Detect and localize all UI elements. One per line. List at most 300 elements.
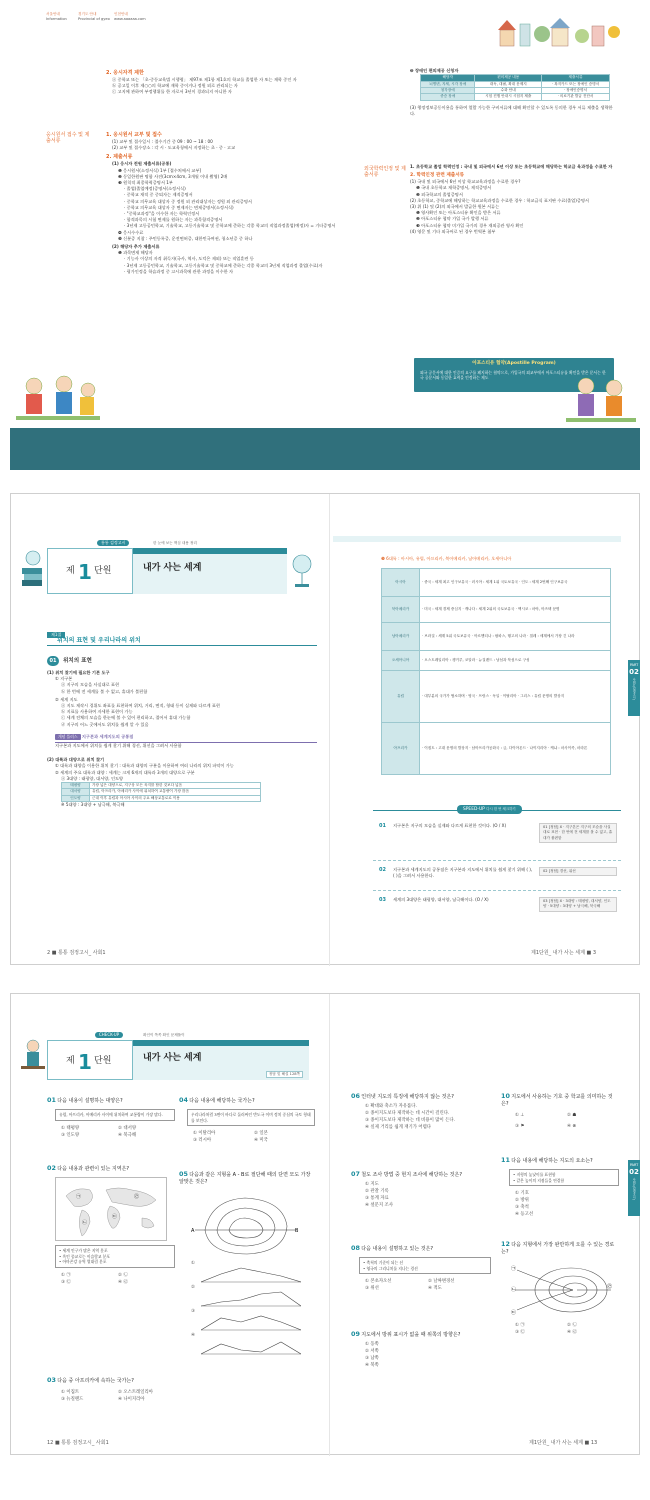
lesson-title: 위치의 표현 및 우리나라의 위치 (57, 637, 141, 644)
question-09 (351, 1330, 491, 1369)
right-top-band (333, 536, 621, 542)
checkup-badge: CHECK-UP (95, 1032, 123, 1038)
map-item: ⓑ 지표를 사용하여 자세한 표현이 가능 (61, 709, 133, 715)
docs-item: ❶ 과목면제 해당자 (118, 250, 153, 256)
option[interactable]: ③ 러시아 (193, 1138, 212, 1144)
option[interactable]: ④ 미국 (254, 1138, 268, 1144)
question-number: 12 (501, 1240, 510, 1248)
side-label-foreign: 외국학력인정 및 제출서류 (364, 166, 406, 178)
docs-sub2: (2) 해당자 추가 제출서류 (112, 244, 160, 250)
unit-suffix: 단원 (94, 1056, 112, 1066)
globe-icon (291, 544, 313, 594)
gutter (329, 494, 330, 966)
table-row (62, 795, 261, 801)
docs-item: · 3년제 고등공민학교, 기술학교, 고등기술학교 및 중학교에 준하는 각종 학교의 직업과정졸업(예정)자 = 기타증명서 (124, 223, 336, 229)
foreign-section (410, 164, 616, 235)
option[interactable]: ④ ㉣ (567, 1329, 577, 1335)
profile-graph (201, 1336, 301, 1356)
option[interactable]: ② 종이지도보다 제작하는 데 시간이 걸린다. (365, 1111, 450, 1117)
sec2-item: ⓑ 공고일 이후 제○○의 학교에 재학 중이거나 정원 외로 관리되는 자 (112, 83, 238, 89)
table-row (382, 651, 611, 671)
table-cell: 가장 넓은 대양으로, 지구상 모든 육지를 합한 것보다 넓음 (90, 783, 261, 789)
unit-title: 내가 사는 세계 (143, 1053, 202, 1063)
box-line: • 아마존강 유역 열대림 분포 (59, 1259, 107, 1265)
question-box (359, 1257, 491, 1274)
header-link-2[interactable]: 경기도 안내 (78, 12, 97, 16)
checkup-badge-sub: 확인이 쏙쏙 확인 문제풀이 (143, 1033, 185, 1037)
globe-item: ⓐ 지구의 모습을 사실대로 표현 (61, 682, 120, 688)
docs-item: · 중학교 재적 중 중퇴자는 제적증명서 (124, 192, 193, 198)
question-box (55, 1245, 175, 1268)
option[interactable]: ④ ㉣ (118, 1280, 128, 1286)
option-label: ④ (567, 1123, 571, 1129)
table-cell: 뇌병변, 지체, 시각 장애 (421, 81, 475, 87)
question-08 (351, 1244, 491, 1292)
question-number: 03 (47, 1376, 56, 1384)
table-row (382, 597, 611, 623)
side-label-application: 응시원서 접수 및 제출서류 (46, 132, 90, 144)
question-text: 지구본과 세계지도의 공통점은 지구본과 지도에서 위치를 쉽게 찾기 위해 ( ), ( )을 그려서 사용한다. (393, 867, 533, 879)
unit-number-box (47, 1040, 133, 1080)
table-cell: 대독, 대필, 확대 문제지 (475, 81, 542, 87)
r1-title: 1. 초등학교 졸업 학력인정 : 국내 및 외국에서 6년 이상 또는 초등학교에 해당하는 학교급 육과정을 수료한 자 (410, 164, 613, 169)
options (179, 1260, 315, 1356)
ocean-note: ※ 5대양 : 3대양 + 남극해, 북극해 (61, 802, 125, 808)
contour-figure (191, 1190, 301, 1260)
r2-item: ❶ 영사확인 또는 아포스티유 확인을 받은 서류 (416, 210, 501, 216)
concept-plus (47, 734, 317, 749)
map-symbol-icon: ⊥ (520, 1112, 525, 1118)
profile-graph (201, 1312, 301, 1332)
option[interactable]: ② 서쪽 (365, 1349, 379, 1355)
table-header: 해당자 (421, 75, 475, 81)
option[interactable]: ③ 인도양 (61, 1132, 80, 1138)
option-profile[interactable] (191, 1308, 315, 1332)
globe-item: ⓑ 한 번에 전 세계를 볼 수 없고, 휴대가 불편함 (61, 688, 148, 694)
option[interactable]: ③ 뉴질랜드 (61, 1397, 84, 1403)
concept-plus-title: 지구본과 세계지도의 공통점 (81, 733, 134, 739)
apostille-text: 외국 공문서에 대한 인증의 요구를 폐지하는 협약으로, 가입국의 외교부에서 아포스티유를 확인을 받은 문서는 한국 공문서와 동일한 효력을 인정하는 제도 (420, 369, 606, 381)
option[interactable]: ② (191, 1284, 195, 1290)
profile-graph (201, 1288, 301, 1308)
map-title: ② 세계 지도 (55, 696, 78, 702)
disability-title: ❷ 장애인 편의제공 신청자 (410, 68, 459, 73)
question-11 (501, 1156, 619, 1218)
option[interactable] (567, 1123, 619, 1130)
docs-list-1 (106, 168, 338, 242)
docs-item: · 기능사 이상의 자격 취득자(국사, 역사, 도덕은 제외) 또는 직업훈련 등 (124, 256, 254, 262)
svg-text:㉡: ㉡ (511, 1286, 517, 1293)
option[interactable]: ② 날짜변경선 (428, 1279, 455, 1285)
docs-item: · 중학교 의무교육 대상자 중 면제자는 면제증명서(소정서식) (124, 204, 234, 210)
svg-text:㉢: ㉢ (112, 1214, 118, 1221)
sec2-title: 2. 응시자격 제한 (106, 70, 144, 76)
docs-item: · 중학교 의무교육 대상자 중 정원 외 관리대상자는 정원 외 관리증명서 (124, 198, 252, 204)
answer-reference: 정답 및 해설 128쪽 (266, 1071, 303, 1078)
continents-table (381, 568, 611, 775)
table-cell: 북아메리카 (382, 597, 420, 623)
option[interactable]: ② ㉡ (567, 1322, 577, 1328)
table-row (382, 623, 611, 651)
map-item: ⓓ 지구의 어느 곳에서도 위치를 쉽게 알 수 있음 (61, 721, 149, 727)
spread-exam-guide (10, 6, 640, 470)
lesson-header (47, 632, 317, 646)
children-illustration (16, 366, 100, 426)
question-07 (351, 1170, 491, 1209)
map-symbol-icon: ☗ (572, 1112, 577, 1118)
option[interactable]: ② 방위 (515, 1198, 529, 1204)
r2-item: ❷ 외국학교의 졸업증명서 (416, 191, 463, 197)
continent-item: ② 세계의 주요 대륙과 대양 : 세계는 크게 6개의 대륙과 3개의 대양으로 구분 (55, 769, 195, 775)
unit-title-box (133, 1040, 309, 1080)
table-cell: 아시아 (382, 569, 420, 597)
table-cell: 인도양 (62, 795, 90, 801)
question-05 (179, 1170, 315, 1356)
question-number: 03 (379, 897, 386, 903)
svg-text:㉣: ㉣ (607, 1283, 613, 1290)
option[interactable]: ① ㉠ (515, 1322, 525, 1328)
docs-list-2 (106, 250, 338, 275)
option[interactable]: ③ 축척 (515, 1205, 529, 1211)
question-box: 유럽, 아프리카, 아메리카 사이에 위치하여 교통량이 가장 많다. (55, 1109, 175, 1121)
unit-suffix: 단원 (94, 566, 112, 576)
option[interactable]: ③ 위선 (365, 1286, 379, 1292)
option[interactable]: ④ 등고선 (515, 1212, 534, 1218)
docs-item: ❺ 신분증 지참 : 주민등록증, 운전면허증, 대한민국여권, 청소년증 중 하나 (118, 235, 253, 241)
r2-item: ❷ 아포스티유 협약 가입 국가 발행 서류 (416, 216, 489, 222)
docs-item: · 3년제 고등공민학교, 기술학교, 고등기술학교 및 중학교에 준하는 각종 학교의 3년제 직업과정 졸업(수료)자 (124, 262, 323, 268)
option[interactable]: ③ 남쪽 (365, 1356, 379, 1362)
right-page-number: 제1단원_ 내가 사는 세계 ■ 13 (529, 1440, 598, 1446)
concept-body (47, 656, 317, 808)
r2-item: (3) 위 (1) 및 (2)의 외국에서 발급한 원본 서류는 (410, 204, 500, 210)
docs-sub1: (1) 응시자 전원 제출서류(공통) (112, 161, 172, 167)
question-06 (351, 1092, 491, 1131)
option[interactable]: ① 확대와 축소가 자유롭다. (365, 1104, 417, 1110)
unit-number-box (47, 548, 133, 594)
globe-title: ① 지구본 (55, 676, 73, 682)
contour-route-figure (511, 1260, 615, 1320)
question-number: 05 (179, 1170, 188, 1178)
docs-item: · 졸업(졸업예정)증명서(소정서식) (124, 186, 186, 192)
table-row (382, 569, 611, 597)
option[interactable]: ① (191, 1260, 195, 1266)
r2-item: (4) 영문 및 기타 외국어로 된 경우 번역본 첨부 (410, 228, 496, 234)
question-number: 10 (501, 1092, 510, 1100)
table-header: 편의제공 내용 (475, 75, 542, 81)
question-number: 04 (179, 1096, 188, 1104)
docs-item: ❷ 동일한원판 명함 사진(3cm×4cm, 3개월 이내 촬영) 2매 (118, 173, 228, 179)
svg-text:㉣: ㉣ (134, 1194, 140, 1201)
table-cell: 아프리카 (382, 723, 420, 775)
part-tab[interactable] (628, 660, 640, 716)
option[interactable]: ② 오스트레일리아 (118, 1390, 154, 1396)
concept-plus-note: 지구본과 지도에서 위치를 쉽게 찾기 위해 경선, 위선을 그려서 사용함 (55, 742, 317, 749)
docs-item: · "중학교과정"을 이수한 자는 학력인정서 (124, 211, 200, 217)
exam-guide-sheet (10, 6, 640, 428)
flag-symbol-icon: ⚑ (520, 1123, 525, 1129)
option[interactable] (515, 1112, 567, 1119)
item3-text: (3) 행정정보공동이용을 통하여 열람 가능한 구비서류에 대해 확인할 수 있도록 동의한 경우 서류 제출을 생략한다. (410, 104, 613, 117)
box-line: • 같은 높이의 지점들을 연결함 (513, 1177, 565, 1183)
option[interactable]: ③ ㉢ (61, 1280, 71, 1286)
docs-item: · 합격과목의 시험 면제를 원하는 자는 과목합격증명서 (124, 217, 223, 223)
left-page-number: 12 ■ 통통 검정고시_ 사회1 (47, 1440, 109, 1446)
table-row (421, 88, 610, 94)
unit-number: 1 (78, 560, 92, 584)
table-row (421, 81, 610, 87)
r2-item: (2) 초등학교, 중학교에 해당하는 학교교육과정을 수료한 경우 : 학교급식 표지판 수료(졸업)증명서 (410, 197, 589, 203)
question-number: 02 (47, 1164, 56, 1172)
table-cell: 시험 진행 안내시 시험지 제출 (475, 94, 542, 100)
option-label: ② (567, 1112, 571, 1118)
table-cell: · 의료기관 발급 진단서 (542, 94, 610, 100)
options (351, 1103, 491, 1131)
question-text: 지구본은 지구의 모습을 실제와 다르게 표현한 것이다. (O / X) (393, 823, 507, 828)
question-04 (179, 1096, 315, 1144)
option-profile[interactable] (191, 1284, 315, 1308)
question-01 (47, 1096, 175, 1139)
option[interactable]: ② 관찰 기록 (365, 1189, 389, 1195)
table-header: 제출서류 (542, 75, 610, 81)
option-profile[interactable] (191, 1260, 315, 1284)
table-cell: · 대부분의 국가가 협소하며 · 영국 · 프랑스 · 독일 · 이탈리아 · 그리스 : 유럽 문명의 발상지 (420, 671, 611, 723)
table-cell: 오세아니아 (382, 651, 420, 671)
header-link-1[interactable]: 서울안내 (46, 12, 60, 16)
options (351, 1341, 491, 1369)
box-line: • 영국의 그리니치를 지나는 경선 (363, 1265, 418, 1271)
question-text: 다음 내용에 해당하는 지도의 요소는? (511, 1158, 593, 1164)
table-row (382, 671, 611, 723)
option[interactable] (567, 1112, 619, 1119)
table-cell: · 오스트레일리아 : 캥거루, 코알라 · 뉴질랜드 : 남섬과 북섬으로 구성 (420, 651, 611, 671)
option[interactable] (515, 1123, 567, 1130)
question-text: 철도 조사 방법 중 현지 조사에 해당하는 것은? (361, 1172, 462, 1178)
option-label: ① (515, 1112, 519, 1118)
svg-text:㉠: ㉠ (511, 1265, 517, 1272)
map-item: ⓐ 지도 제작시 경위도 좌표를 표현하여 위치, 거리, 면적, 형태 등이 실제와 다르게 표현 (61, 703, 220, 709)
unit-number: 1 (78, 1050, 92, 1074)
option[interactable]: ③ (191, 1308, 195, 1314)
sub-heading-2: (2) 대륙과 대양으로 위치 찾기 (47, 757, 105, 763)
continents-head (381, 556, 621, 562)
option[interactable]: ② 일본 (254, 1131, 268, 1137)
disability-section (410, 68, 616, 117)
question-03 (47, 1376, 175, 1403)
option[interactable]: ① 지도 (365, 1182, 379, 1188)
svg-text:B: B (295, 1227, 299, 1234)
speed-up-title: SPEED-UP (463, 807, 485, 812)
question-02 (47, 1164, 175, 1286)
answer-box: 03 [정답] X · 3대양 : 태평양, 대서양, 인도양 · 5대양 : 3대양 + 남극해, 북극해 (539, 897, 617, 912)
question-number: 02 (379, 867, 386, 873)
speed-question (373, 865, 621, 891)
option[interactable]: ③ 종이지도보다 제작하는 데 비용이 많이 든다. (365, 1118, 456, 1124)
option[interactable]: ④ (191, 1332, 195, 1338)
unit-title-box (133, 548, 287, 594)
option[interactable]: ④ 실제 거리를 쉽게 재기가 어렵다 (365, 1125, 432, 1131)
question-text: 다음 중 아프리카에 속하는 국가는? (57, 1378, 134, 1384)
part-tab-number: 02 (629, 1167, 639, 1176)
answer-box: 01 [정답] X · 지구본은 지구의 모습을 사실대로 표현 · 한 번에 전 세계를 볼 수 없고, 휴대가 불편함 (539, 823, 617, 843)
speed-question (373, 895, 621, 927)
svg-text:㉡: ㉡ (82, 1220, 88, 1227)
question-text: 다음과 같은 지형을 A - B로 절단해 때의 단면 모도 가장 알맞은 것은? (179, 1172, 311, 1186)
part-tab-label: PART (629, 1163, 639, 1167)
gutter (329, 994, 330, 1456)
table-cell: 중증 장애 (421, 94, 475, 100)
option[interactable]: ① 이집트 (61, 1390, 80, 1396)
apostille-title: 아포스티유 협약(Apostille Program) (472, 361, 556, 366)
header-sub-3: www.aaaaaa.com (114, 17, 146, 21)
docs-item: ❶ 응시원서(소정서식) 1부 [접수처에서 교부] (118, 167, 202, 173)
option[interactable]: ④ 설문지 조사 (365, 1203, 393, 1209)
table-cell: · 중국 : 세계 최고 인구보유국 · 러시아 : 세계 1위 국토보유국 · 인도 : 세계 2번째 인구보유국 (420, 569, 611, 597)
options (47, 1272, 175, 1286)
option-label: ③ (515, 1123, 519, 1129)
question-text: 지도에서 사용하는 기호 중 학교를 의미하는 것은? (501, 1094, 613, 1108)
answer-box: 02 [정답] 경선, 위선 (539, 867, 617, 876)
options (47, 1389, 175, 1403)
question-number: 09 (351, 1330, 360, 1338)
map-symbol-icon: ⊗ (572, 1123, 577, 1129)
box-line: • 흑인 종교로는 이슬람교 분포 (59, 1253, 111, 1259)
map-item: ⓒ 세계 전체의 모습을 한눈에 볼 수 있어 편리하고, 접어서 휴대 가능함 (61, 715, 191, 721)
right-page-number: 제1단원_ 내가 사는 세계 ■ 3 (531, 950, 597, 956)
option[interactable]: ④ 적도 (428, 1286, 442, 1292)
r2-title: 2. 학력인정 관련 제출서류 (410, 173, 465, 179)
table-cell: 청각장애 (421, 88, 475, 94)
r2-item: ❶ 국내 초등학교 재학증명서, 제적증명서 (416, 185, 492, 191)
unit-title: 내가 사는 세계 (143, 563, 202, 573)
table-cell: 태평양 (62, 783, 90, 789)
header-sub-2: Provincial of gyeo (78, 17, 110, 21)
sub-heading-1: (1) 위치 찾기에 필요한 기본 도구 (47, 670, 110, 675)
table-cell: · 미국 : 세계 경제 중심지 · 캐나다 : 세계 2위의 국토보유국 · 멕시코 : 마야, 아즈텍 문명 (420, 597, 611, 623)
docs-title: 2. 제출서류 (106, 154, 133, 161)
question-box (509, 1169, 619, 1186)
question-number: 01 (47, 1096, 56, 1104)
part-tab-number: 02 (629, 667, 639, 676)
question-number: 06 (351, 1092, 360, 1100)
question-text: 인터넷 지도의 특징에 해당하지 않는 것은? (361, 1094, 454, 1100)
continent-item: ⓐ 3대양 : 태평양, 대서양, 인도양 (61, 775, 124, 781)
question-text: 다음 내용이 설명하고 있는 것은? (361, 1246, 434, 1252)
question-text: 세계의 3대양은 태평양, 대서양, 남극해이다. (O / X) (393, 897, 489, 902)
table-cell: · 장애인증명서 (542, 88, 610, 94)
option[interactable]: ② 대서양 (118, 1125, 137, 1131)
options (501, 1190, 619, 1218)
option[interactable]: ③ 통계 자료 (365, 1196, 389, 1202)
box-line: • 지형의 높낮이를 표현함 (513, 1172, 556, 1178)
continent-item: ① 대륙과 대양을 이용한 위치 찾기 : 대륙과 대양의 구분을 이용하여 여러 나라의 위치 파악이 가능 (55, 763, 234, 769)
svg-text:㉠: ㉠ (76, 1194, 82, 1201)
option[interactable]: ④ 북극해 (118, 1132, 137, 1138)
option[interactable]: ② ㉡ (118, 1273, 128, 1279)
options (47, 1125, 175, 1139)
disability-table (420, 74, 610, 101)
table-cell: · 이집트 : 고대 문명의 발상지 · 남아프리카공화국 : 금, 다이아몬드 · 나이지리아 · 케냐 : 마사이족, 마라톤 (420, 723, 611, 775)
continents-head-text: ❺ 6대륙 : 아시아, 유럽, 아프리카, 북아메리카, 남아메리카, 오세아니아 (381, 556, 512, 561)
options (501, 1322, 619, 1336)
part-tab[interactable] (628, 1160, 640, 1216)
option[interactable]: ① 이탈리아 (193, 1131, 216, 1137)
table-cell: 수화 안내 (475, 88, 542, 94)
course-badge-sub: 한 눈에 보는 핵심 내용 정리 (153, 541, 197, 545)
option-profile[interactable] (191, 1332, 315, 1356)
course-badge: 통통 검정고시 (97, 540, 129, 546)
students-illustration (566, 368, 636, 426)
ocean-table (61, 782, 261, 802)
table-row (382, 723, 611, 775)
option[interactable]: ① 태평양 (61, 1125, 80, 1131)
header-sub-1: Information (46, 17, 67, 21)
question-12 (501, 1240, 619, 1336)
left-page-number: 2 ■ 통통 검정고시_ 사회1 (47, 950, 106, 956)
question-text: 다음 지형에서 가장 완만하게 오를 수 있는 경로는? (501, 1242, 615, 1256)
sec2-item: ⓒ 고지에 관하여 부정행위를 한 자로서 3년이 경과되지 아니한 자 (112, 89, 232, 95)
qualification-section (106, 70, 338, 96)
question-text: 다음 내용과 관련이 있는 지역은? (57, 1166, 130, 1172)
part-tab-text: 사회1(검정고시) (632, 1177, 637, 1201)
r2-item: (1) 국내 및 외국에서 6년 이상 학교교육과정을 수료한 경우? (410, 179, 521, 185)
unit-prefix: 제 (66, 566, 75, 576)
speed-question (373, 821, 621, 861)
box-line: • 세계 인구가 많은 지역 분포 (59, 1248, 108, 1254)
option[interactable]: ① 동쪽 (365, 1342, 379, 1348)
application-section (106, 132, 338, 275)
options (179, 1130, 315, 1144)
docs-item: ❸ 원칙적 최종학력증명서 1부 (118, 180, 173, 186)
option[interactable]: ① 기호 (515, 1191, 529, 1197)
lesson-tag: 제1절 (47, 632, 65, 638)
header-link-3[interactable]: 인천안내 (114, 12, 128, 16)
table-cell: 대서양 (62, 789, 90, 795)
question-number: 07 (351, 1170, 360, 1178)
question-text: 다음 내용이 설명하는 대양은? (57, 1098, 123, 1104)
books-icon (19, 538, 45, 598)
docs-item: · 평가인정을 학습과정 중 고시과목에 관한 과정을 이수한 자 (124, 268, 234, 274)
option[interactable]: ③ ㉢ (515, 1329, 525, 1335)
question-box: 우리나라처럼 3면이 바다로 둘러싸인 반도국 이며 정치 중심의 국토 형태를 보인다. (187, 1109, 315, 1126)
table-cell: · 브라질 : 세계 5위 국토보유국 · 아르헨티나 : 팜파스, 탱고의 나라 · 칠레 : 세계에서 가장 긴 나라 (420, 623, 611, 651)
spread-concept-summary (10, 493, 640, 965)
part-tab-text: 사회1(검정고시) (632, 677, 637, 701)
student-desk-icon (19, 1034, 47, 1084)
spread-check-up (10, 993, 640, 1455)
options (351, 1181, 491, 1209)
table-cell: 유럽, 아프리카, 아메리카 사이에 위치하여 교통량이 가장 많음 (90, 789, 261, 795)
sec1-title: 1. 응시원서 교부 및 접수 (106, 132, 162, 138)
sec2-item: ⓐ 중학교 또는 「초·중등교육법 시행령」 제97조 제1항 제1호의 학교를 졸업한 자 또는 재학 중인 자 (112, 77, 297, 82)
table-cell: 유럽 (382, 671, 420, 723)
question-number: 08 (351, 1244, 360, 1252)
speed-up-box (373, 807, 621, 932)
table-row (421, 94, 610, 100)
svg-text:㉢: ㉢ (511, 1309, 517, 1316)
r2-item: ❸ 아포스티유 협약 미가입 국가의 경우 재외공관 영사 확인 (416, 222, 524, 228)
concept-plus-label: 개념 플러스 (55, 734, 81, 740)
table-cell: · 복지카드 또는 장애인 증명서 (542, 81, 610, 87)
part-tab-label: PART (629, 663, 639, 667)
option[interactable]: ④ 북쪽 (365, 1363, 379, 1369)
world-map-figure (55, 1177, 167, 1241)
question-number: 11 (501, 1156, 510, 1164)
option[interactable]: ① ㉠ (61, 1273, 71, 1279)
section-number: 01 (47, 656, 59, 666)
option[interactable]: ④ 나이지리아 (118, 1397, 145, 1403)
option[interactable]: ① 본초자오선 (365, 1279, 392, 1285)
